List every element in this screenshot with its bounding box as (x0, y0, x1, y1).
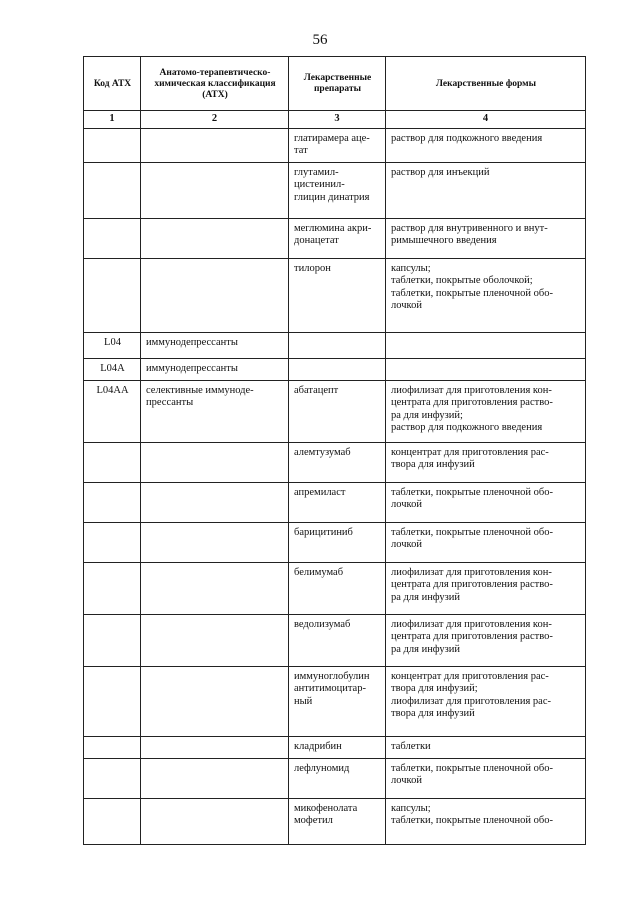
table-row (84, 218, 586, 258)
atx-code-cell (84, 482, 141, 522)
classification-cell (141, 666, 289, 736)
table-row (84, 562, 586, 614)
table-row (84, 258, 586, 332)
dosage-forms-cell: концентрат для приготовления рас- твора для инфузий; лиофилизат для приготовления рас- твора для инфузий (386, 666, 586, 736)
classification-cell (141, 522, 289, 562)
classification-cell (141, 736, 289, 758)
atx-code-cell (84, 128, 141, 162)
classification-cell (141, 258, 289, 332)
table-row (84, 482, 586, 522)
table-row (84, 666, 586, 736)
page-number: 56 (312, 32, 328, 48)
dosage-forms-cell: раствор для внутривенного и внут- римышечного введения (386, 218, 586, 258)
drug-name-cell: меглюмина акри- донацетат (289, 218, 386, 258)
dosage-forms-cell: раствор для подкожного введения (386, 128, 586, 162)
column-number: 1 (84, 111, 141, 129)
atx-table (83, 56, 586, 845)
dosage-forms-cell: таблетки (386, 736, 586, 758)
atx-code-cell (84, 798, 141, 844)
table-row (84, 442, 586, 482)
drug-name-cell: глатирамера аце- тат (289, 128, 386, 162)
table-header-row (84, 57, 586, 111)
table-row (84, 758, 586, 798)
drug-name-cell: микофенолата мофетил (289, 798, 386, 844)
drug-name-cell: глутамил- цистеинил- глицин динатрия (289, 162, 386, 218)
column-number: 3 (289, 111, 386, 129)
table-row (84, 798, 586, 844)
header-drugs: Лекарственные препараты (289, 57, 386, 111)
atx-code-cell: L04AA (84, 380, 141, 442)
table-row (84, 162, 586, 218)
table-row (84, 128, 586, 162)
dosage-forms-cell: таблетки, покрытые пленочной обо- лочкой (386, 522, 586, 562)
drug-name-cell: белимумаб (289, 562, 386, 614)
classification-cell (141, 218, 289, 258)
atx-code-cell (84, 666, 141, 736)
dosage-forms-cell: таблетки, покрытые пленочной обо- лочкой (386, 482, 586, 522)
atx-code-cell (84, 736, 141, 758)
classification-cell (141, 614, 289, 666)
drug-name-cell: иммуноглобулин антитимоцитар- ный (289, 666, 386, 736)
classification-cell: иммунодепрессанты (141, 358, 289, 380)
drug-name-cell: кладрибин (289, 736, 386, 758)
drug-name-cell: алемтузумаб (289, 442, 386, 482)
classification-cell (141, 798, 289, 844)
atx-code-cell: L04 (84, 332, 141, 358)
table-row (84, 358, 586, 380)
atx-code-cell (84, 562, 141, 614)
atx-code-cell (84, 442, 141, 482)
dosage-forms-cell: капсулы; таблетки, покрытые пленочной обо- (386, 798, 586, 844)
classification-cell: селективные иммуноде- прессанты (141, 380, 289, 442)
table-row (84, 522, 586, 562)
drug-name-cell (289, 332, 386, 358)
dosage-forms-cell: таблетки, покрытые пленочной обо- лочкой (386, 758, 586, 798)
atx-code-cell (84, 218, 141, 258)
classification-cell: иммунодепрессанты (141, 332, 289, 358)
dosage-forms-cell: лиофилизат для приготовления кон- центрата для приготовления раство- ра для инфузий (386, 614, 586, 666)
classification-cell (141, 442, 289, 482)
dosage-forms-cell: капсулы; таблетки, покрытые оболочкой; таблетки, покрытые пленочной обо- лочкой (386, 258, 586, 332)
atx-code-cell: L04A (84, 358, 141, 380)
dosage-forms-cell (386, 332, 586, 358)
classification-cell (141, 758, 289, 798)
header-dosage-forms: Лекарственные формы (386, 57, 586, 111)
classification-cell (141, 128, 289, 162)
drug-name-cell: апремиласт (289, 482, 386, 522)
dosage-forms-cell: лиофилизат для приготовления кон- центрата для приготовления раство- ра для инфузий; раствор для подкожного введения (386, 380, 586, 442)
atx-code-cell (84, 614, 141, 666)
table-row (84, 380, 586, 442)
drug-name-cell: абатацепт (289, 380, 386, 442)
table-row (84, 736, 586, 758)
atx-code-cell (84, 258, 141, 332)
column-number: 4 (386, 111, 586, 129)
drug-name-cell: тилорон (289, 258, 386, 332)
table-row (84, 332, 586, 358)
table-row (84, 614, 586, 666)
dosage-forms-cell (386, 358, 586, 380)
column-number: 2 (141, 111, 289, 129)
drug-name-cell (289, 358, 386, 380)
drug-name-cell: лефлуномид (289, 758, 386, 798)
drug-name-cell: барицитиниб (289, 522, 386, 562)
atx-code-cell (84, 758, 141, 798)
dosage-forms-cell: раствор для инъекций (386, 162, 586, 218)
dosage-forms-cell: лиофилизат для приготовления кон- центрата для приготовления раство- ра для инфузий (386, 562, 586, 614)
header-atx-classification: Анатомо-терапевтическо- химическая классификация (АТХ) (141, 57, 289, 111)
classification-cell (141, 562, 289, 614)
column-number-row (84, 111, 586, 129)
atx-code-cell (84, 522, 141, 562)
classification-cell (141, 482, 289, 522)
dosage-forms-cell: концентрат для приготовления рас- твора для инфузий (386, 442, 586, 482)
drug-name-cell: ведолизумаб (289, 614, 386, 666)
atx-code-cell (84, 162, 141, 218)
classification-cell (141, 162, 289, 218)
header-atx-code: Код АТХ (84, 57, 141, 111)
